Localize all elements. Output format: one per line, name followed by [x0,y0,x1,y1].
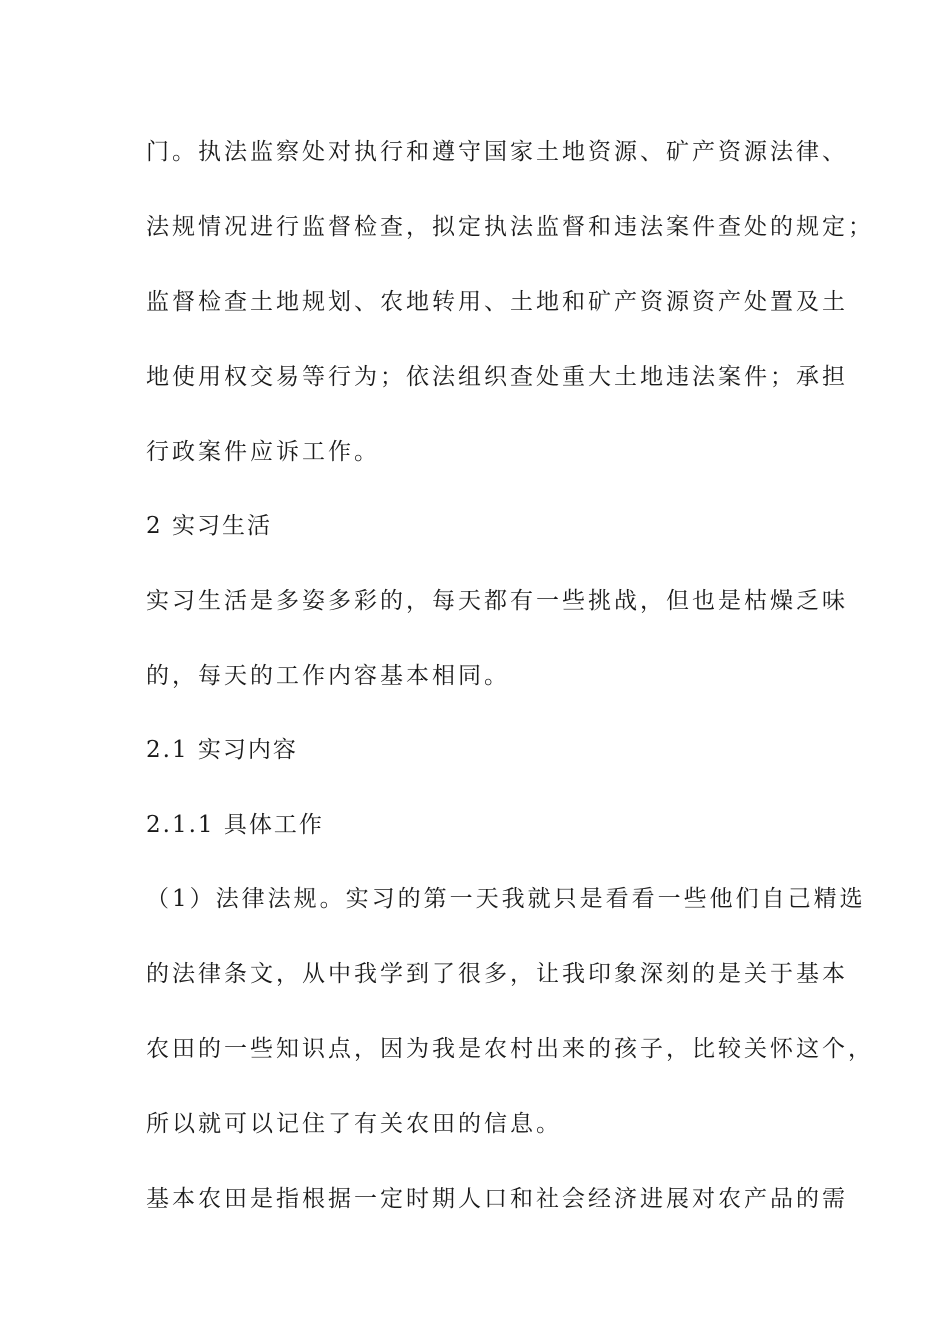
paragraph-line: 监督检查土地规划、农地转用、土地和矿产资源资产处置及土 [146,289,848,315]
subsection-heading: 2.1 实习内容 [146,737,298,763]
paragraph-line: 实习生活是多姿多彩的，每天都有一些挑战，但也是枯燥乏味 [146,588,848,614]
paragraph-line: （1）法律法规。实习的第一天我就只是看看一些他们自己精选 [146,886,866,912]
paragraph-line: 农田的一些知识点，因为我是农村出来的孩子，比较关怀这个， [146,1036,874,1062]
paragraph-line: 的，每天的工作内容基本相同。 [146,663,510,689]
paragraph-line: 门。执法监察处对执行和遵守国家土地资源、矿产资源法律、 [146,139,848,165]
paragraph-line: 地使用权交易等行为；依法组织查处重大土地违法案件；承担 [146,364,848,390]
paragraph-line: 的法律条文，从中我学到了很多，让我印象深刻的是关于基本 [146,961,848,987]
paragraph-line: 基本农田是指根据一定时期人口和社会经济进展对农产品的需 [146,1186,848,1212]
subsubsection-heading: 2.1.1 具体工作 [146,812,324,838]
paragraph-line: 行政案件应诉工作。 [146,439,380,465]
paragraph-line: 法规情况进行监督检查，拟定执法监督和违法案件查处的规定； [146,214,874,240]
section-heading: 2 实习生活 [146,513,272,539]
paragraph-line: 所以就可以记住了有关农田的信息。 [146,1111,562,1137]
